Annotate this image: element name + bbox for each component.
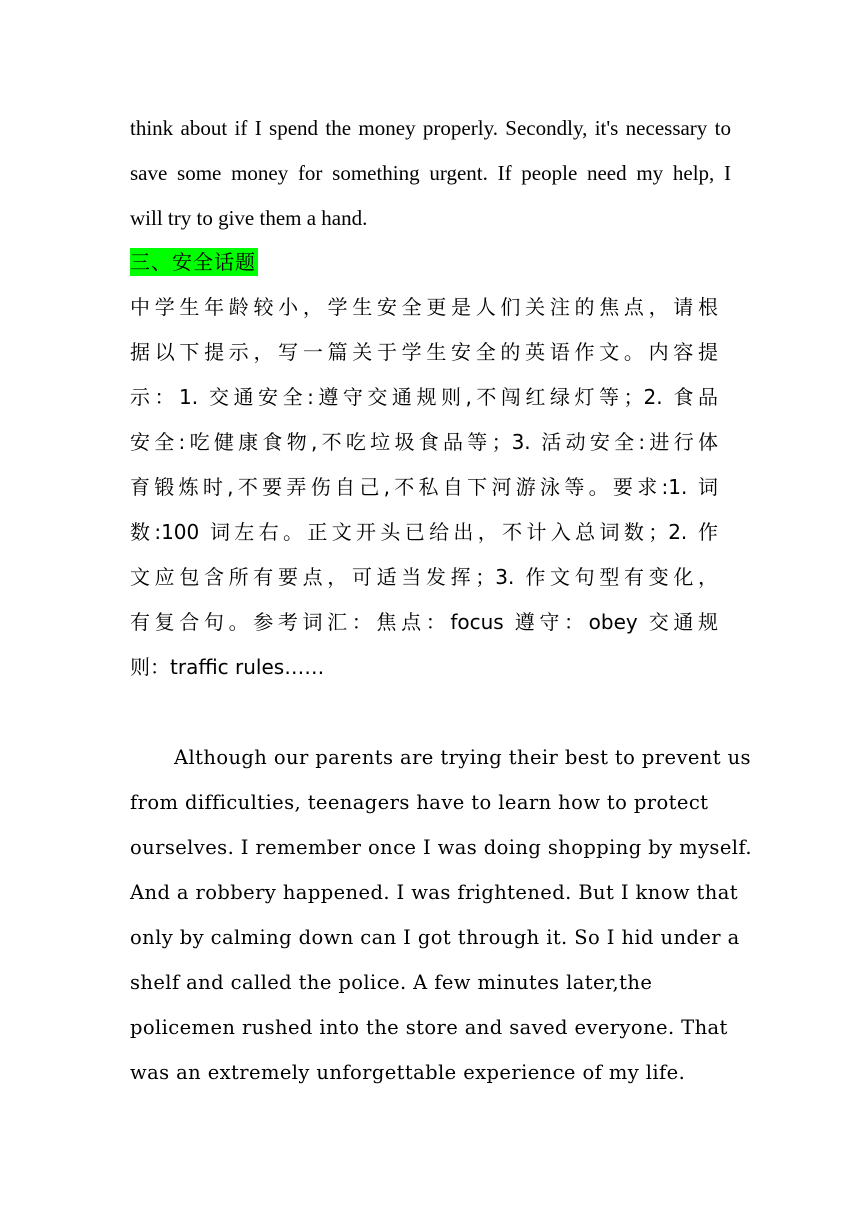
essay-line: from difficulties, teenagers have to learn how to protect — [130, 791, 709, 814]
essay-line: was an extremely unforgettable experience of my life. — [130, 1061, 686, 1084]
prompt-line: 数:100 词左右。正文开头已给出，不计入总词数；2. 作 — [130, 520, 718, 544]
prompt-line: 则：traffic rules…… — [130, 655, 325, 679]
prompt-line: 育锻炼时,不要弄伤自己,不私自下河游泳等。要求:1. 词 — [130, 475, 718, 499]
paragraph-line: save some money for something urgent. If people need my help, I — [130, 161, 731, 185]
essay-line: ourselves. I remember once I was doing shopping by myself. — [130, 836, 752, 859]
paragraph-line: think about if I spend the money properly. Secondly, it's necessary to — [130, 116, 731, 140]
prompt-line: 中学生年龄较小，学生安全更是人们关注的焦点，请根 — [130, 295, 718, 319]
paragraph-line: will try to give them a hand. — [130, 206, 368, 230]
prompt-line: 有复合句。参考词汇：焦点：focus 遵守：obey 交通规 — [130, 610, 718, 634]
prompt-line: 据以下提示，写一篇关于学生安全的英语作文。内容提 — [130, 340, 718, 364]
prompt-line: 安全:吃健康食物,不吃垃圾食品等；3. 活动安全:进行体 — [130, 430, 718, 454]
prompt-line: 文应包含所有要点，可适当发挥；3. 作文句型有变化， — [130, 565, 718, 589]
section-heading: 三、安全话题 — [130, 250, 256, 274]
prompt-line: 示：1. 交通安全:遵守交通规则,不闯红绿灯等；2. 食品 — [130, 385, 718, 409]
essay-line: policemen rushed into the store and saved everyone. That — [130, 1016, 728, 1039]
essay-line: shelf and called the police. A few minutes later,the — [130, 971, 653, 994]
essay-line: Although our parents are trying their best to prevent us — [174, 746, 751, 769]
essay-line: only by calming down can I got through it. So I hid under a — [130, 926, 740, 949]
essay-line: And a robbery happened. I was frightened. But I know that — [130, 881, 738, 904]
